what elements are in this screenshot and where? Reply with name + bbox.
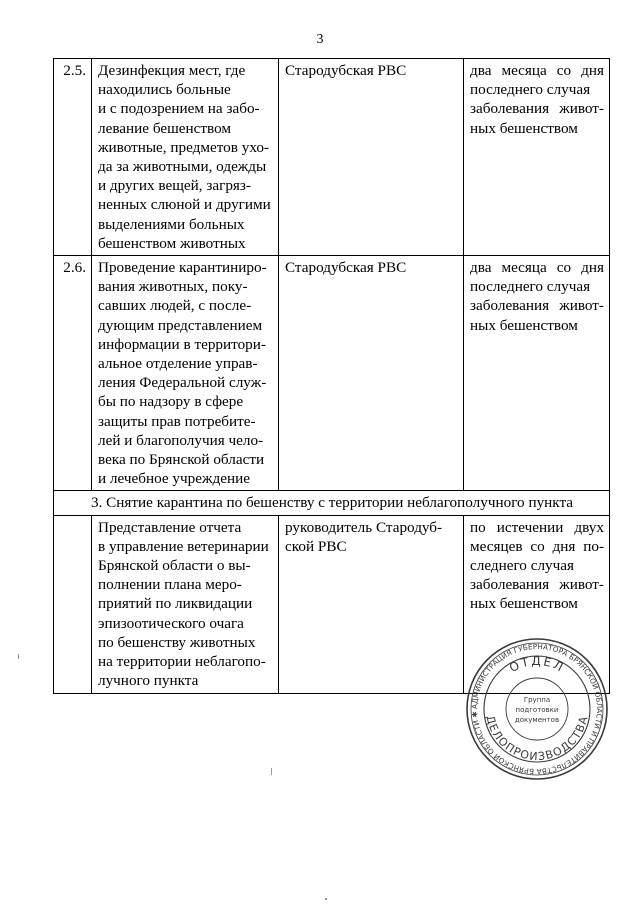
seal-center-line: документов [514, 716, 560, 724]
action-cell [92, 256, 279, 491]
text-line: следнего случая [470, 557, 574, 575]
text-line: и с подозрением на забо- [98, 100, 260, 118]
text-line: последнего случая [470, 278, 591, 296]
text-line: на территории неблагопо- [98, 653, 266, 671]
text-line: в управление ветеринарии [98, 537, 269, 555]
seal-middle-top-text: ОТДЕЛ [506, 653, 568, 676]
text-line: ления Федеральной служ- [98, 374, 267, 392]
responsible-cell: Стародубская РВС [279, 59, 464, 256]
text-line: информации в территори- [98, 335, 266, 353]
text-line: по истечении двух [470, 518, 604, 536]
text-line: и других вещей, загряз- [98, 177, 251, 195]
text-line: приятий по ликвидации [98, 595, 253, 613]
responsible-cell: Стародубская РВС [279, 256, 464, 491]
responsible-cell [279, 515, 464, 693]
section-heading: 3. Снятие карантина по бешенству с территории неблагополучного пункта [54, 491, 610, 515]
text-line: защиты прав потребите- [98, 412, 256, 430]
text-line: Дезинфекция мест, где [98, 62, 246, 79]
action-cell [92, 59, 279, 256]
text-line: Брянской области о вы- [98, 557, 251, 575]
text-line: лучного пункта [98, 672, 199, 690]
text-line: вания животных, поку- [98, 278, 248, 296]
table-row [54, 256, 610, 491]
text-line: последнего случая [470, 81, 591, 99]
text-line: заболевания живот- [470, 576, 604, 594]
text-line: Представление отчета [98, 518, 242, 536]
text-line: бешенством животных [98, 234, 246, 252]
text-line: эпизоотического очага [98, 614, 244, 632]
text-line: дующим представлением [98, 316, 263, 334]
text-line: Проведение карантиниро- [98, 259, 267, 277]
section-row [54, 491, 610, 515]
row-number: 2.6. [54, 256, 92, 491]
text-line: по бешенству животных [98, 633, 256, 651]
text-line: века по Брянской области [98, 451, 265, 469]
text-line: ской РВС [285, 537, 347, 555]
svg-text:ОТДЕЛ [507, 654, 567, 675]
scan-speck [271, 768, 272, 775]
text-line: животные, предметов ухо- [98, 138, 269, 156]
text-line: заболевания живот- [470, 297, 604, 315]
text-line: савших людей, с после- [98, 297, 252, 315]
text-line: лей и благополучия чело- [98, 431, 264, 449]
text-line: ных бешенством [470, 316, 578, 334]
page-number: 3 [316, 32, 324, 47]
text-line: заболевания живот- [470, 100, 604, 118]
seal-middle-bottom-text: ДЕЛОПРОИЗВОДСТВА [483, 714, 591, 764]
text-line: ных бешенством [470, 119, 578, 137]
text-line: руководитель Стародуб- [285, 518, 443, 536]
term-cell [464, 256, 610, 491]
term-cell [464, 59, 610, 256]
row-number [54, 515, 92, 693]
text-line: полнении плана меро- [98, 576, 242, 594]
text-line: да за животными, одежды [98, 158, 267, 176]
text-line: два месяца со дня [470, 62, 604, 79]
text-line: и лечебное учреждение [98, 470, 250, 488]
table-row [54, 59, 610, 256]
action-cell [92, 515, 279, 693]
text-line: ненных слюной и другими [98, 196, 271, 214]
seal-center-line: Группа [523, 696, 551, 704]
row-number: 2.5. [54, 59, 92, 256]
text-line: находились больные [98, 81, 231, 99]
text-line: выделениями больных [98, 215, 245, 233]
text-line: альное отделение управ- [98, 355, 258, 373]
text-line: левание бешенством [98, 119, 232, 137]
text-line: два месяца со дня [470, 259, 604, 277]
seal-center-line: подготовки [515, 706, 559, 714]
text-line: месяцев со дня по- [470, 537, 604, 555]
scan-speck [325, 898, 327, 900]
text-line: ных бешенством [470, 595, 578, 613]
seal-outer-text: АДМИНИСТРАЦИЯ ГУБЕРНАТОРА БРЯНСКОЙ ОБЛАСТИ И ПРАВИТЕЛЬСТВА БРЯНСКОЙ ОБЛАСТИ ✱ [469, 641, 605, 777]
text-line: бы по надзору в сфере [98, 393, 244, 411]
scan-speck [18, 654, 19, 659]
office-seal-stamp [464, 636, 610, 782]
plan-table [53, 58, 610, 694]
